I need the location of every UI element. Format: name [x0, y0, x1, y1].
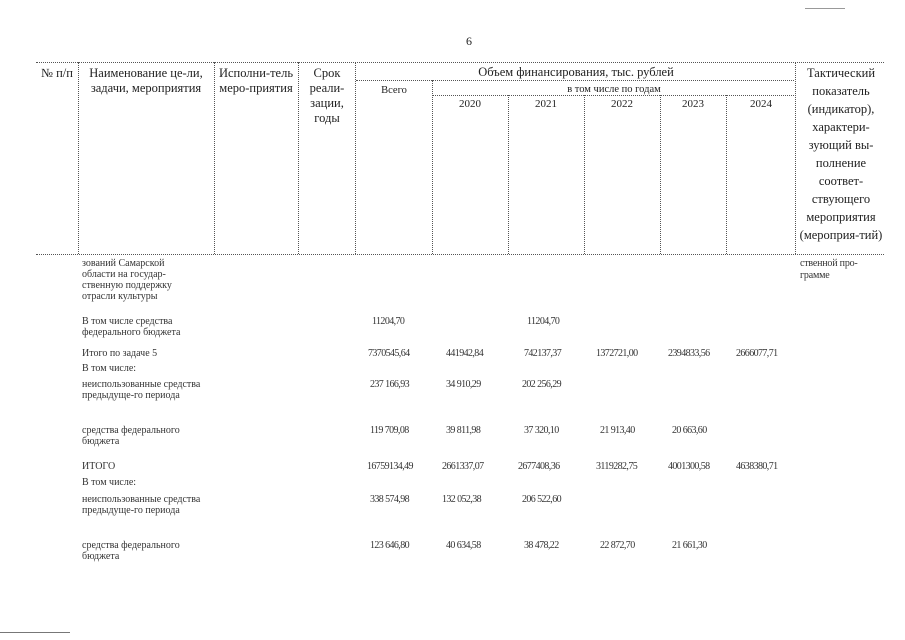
header-year-2023: 2023: [682, 98, 704, 110]
header-indicator: Тактический показатель (индикатор), характери-зующий вы-полнение соответ-ствующего мероприятия (мероприя-тий): [799, 66, 883, 242]
continued-indicator-text: ственной про-грамме: [800, 258, 858, 281]
col-divider-10: [795, 62, 796, 254]
col-divider-2: [214, 62, 215, 254]
row-label: В том числе:: [82, 477, 137, 488]
row-total: 119 709,08: [370, 425, 409, 436]
row-2024: 4638380,71: [736, 461, 778, 472]
row-label: неиспользованные средства предыдуще-го периода: [82, 494, 201, 516]
row-label: неиспользованные средства предыдуще-го периода: [82, 379, 201, 401]
row-2023: 4001300,58: [668, 461, 710, 472]
row-2022: 22 872,70: [600, 540, 635, 551]
header-year-2024: 2024: [750, 98, 772, 110]
row-label: В том числе:: [82, 363, 137, 374]
row-label: ИТОГО: [82, 461, 116, 472]
header-total: Всего: [381, 85, 407, 96]
header-bottom-rule: [36, 254, 884, 255]
row-2021: 11204,70: [527, 316, 560, 327]
header-year-2020: 2020: [459, 98, 481, 110]
row-total: 16759134,49: [367, 461, 413, 472]
row-2020: 39 811,98: [446, 425, 481, 436]
row-label: В том числе средства федерального бюджета: [82, 316, 181, 338]
scan-mark-top: [805, 8, 845, 9]
header-by-year: в том числе по годам: [567, 84, 661, 95]
fin-subheader-rule: [356, 80, 794, 81]
row-2024: 2666077,71: [736, 348, 778, 359]
row-total: 11204,70: [372, 316, 405, 327]
row-label: средства федерального бюджета: [82, 540, 180, 562]
header-term: Срок реали-зации, годы: [309, 66, 345, 125]
row-2020: 132 052,38: [442, 494, 482, 505]
row-2021: 2677408,36: [518, 461, 560, 472]
header-top-rule: [36, 62, 884, 63]
row-2023: 2394833,56: [668, 348, 710, 359]
row-2020: 441942,84: [446, 348, 484, 359]
col-divider-5: [432, 80, 433, 254]
col-divider-6: [508, 95, 509, 254]
row-total: 123 646,80: [370, 540, 410, 551]
row-total: 338 574,98: [370, 494, 410, 505]
row-2020: 40 634,58: [446, 540, 481, 551]
row-2021: 202 256,29: [522, 379, 562, 390]
row-2023: 20 663,60: [672, 425, 707, 436]
row-label: Итого по задаче 5: [82, 348, 158, 359]
row-2021: 38 478,22: [524, 540, 559, 551]
row-label: средства федерального бюджета: [82, 425, 180, 447]
header-executor: Исполни-тель меро-приятия: [218, 66, 294, 95]
row-2022: 1372721,00: [596, 348, 638, 359]
row-2020: 2661337,07: [442, 461, 484, 472]
row-2022: 21 913,40: [600, 425, 635, 436]
row-2021: 206 522,60: [522, 494, 562, 505]
row-total: 237 166,93: [370, 379, 410, 390]
col-divider-4: [355, 62, 356, 254]
header-year-2021: 2021: [535, 98, 557, 110]
header-year-2022: 2022: [611, 98, 633, 110]
col-divider-8: [660, 95, 661, 254]
continued-name-text: зований Самарской области на государ-ственную поддержку отрасли культуры: [82, 258, 172, 302]
row-2021: 742137,37: [524, 348, 562, 359]
row-2022: 3119282,75: [596, 461, 638, 472]
col-divider-9: [726, 95, 727, 254]
row-2023: 21 661,30: [672, 540, 707, 551]
row-total: 7370545,64: [368, 348, 410, 359]
col-divider-7: [584, 95, 585, 254]
row-2020: 34 910,29: [446, 379, 481, 390]
scan-mark-bottom: [0, 632, 70, 633]
col-divider-3: [298, 62, 299, 254]
page-number: 6: [466, 34, 472, 48]
row-2021: 37 320,10: [524, 425, 559, 436]
header-financing: Объем финансирования, тыс. рублей: [478, 65, 674, 79]
header-num: № п/п: [41, 66, 73, 80]
header-name: Наименование це-ли, задачи, мероприятия: [89, 66, 203, 95]
col-divider-1: [78, 62, 79, 254]
